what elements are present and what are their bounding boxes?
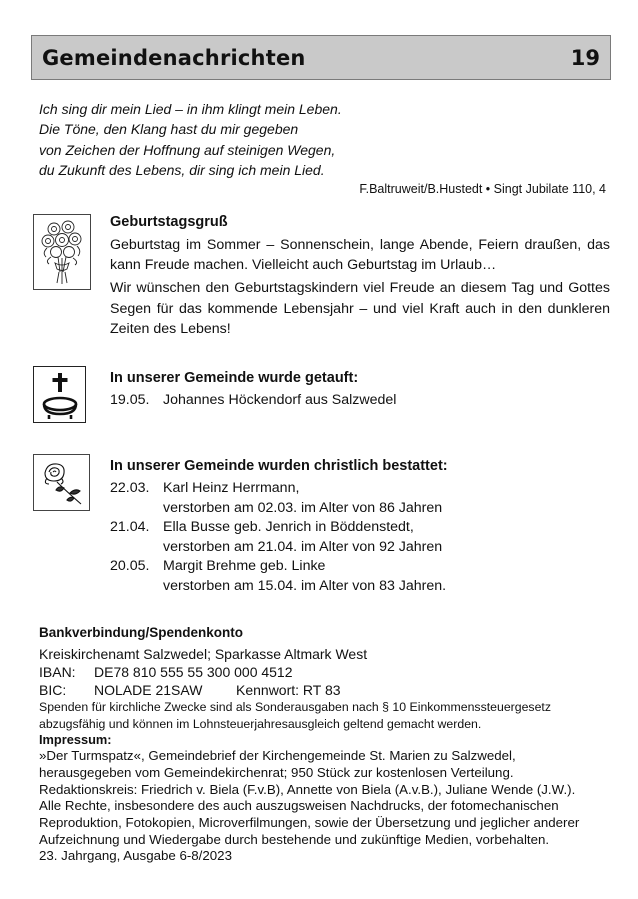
- poem: [39, 99, 609, 180]
- birthday-paragraph: Wir wünschen den Geburtstagskindern viel Freude an diesem Tag und Gottes Segen für das kommende Lebensjahr – und viel Kraft auch in den dunkleren Zeiten des Lebens!: [110, 280, 610, 337]
- keyword: Kennwort: RT 83: [236, 682, 341, 698]
- impressum-title: Impressum:: [39, 732, 112, 748]
- impressum-line: Reproduktion, Fotokopien, Microverfilmungen, sowie der Übersetzung und jeglicher anderer: [39, 815, 580, 830]
- burial-title: In unserer Gemeinde wurden christlich bestattet:: [110, 458, 448, 474]
- entry-line: verstorben am 02.03. im Alter von 86 Jahren: [163, 499, 443, 516]
- impressum-line: Redaktionskreis: Friedrich v. Biela (F.v.B), Annette von Biela (A.v.B.), Juliane Wende (J.W.).: [39, 781, 576, 797]
- entry-date: 20.05.: [110, 558, 150, 574]
- impressum-line: 23. Jahrgang, Ausgabe 6-8/2023: [39, 848, 232, 864]
- list-item: [110, 557, 610, 596]
- impressum-line: »Der Turmspatz«, Gemeindebrief der Kirchengemeinde St. Marien zu Salzwedel,: [39, 748, 516, 764]
- rose-icon: [33, 454, 90, 511]
- page-number: 19: [570, 45, 600, 70]
- bank-section: [39, 623, 614, 865]
- baptismal-font-cross-icon: [33, 366, 86, 423]
- entry-line: verstorben am 21.04. im Alter von 92 Jahren: [163, 538, 443, 555]
- impressum-line: Alle Rechte, insbesondere des auch auszugsweisen Nachdrucks, der fotomechanischen: [39, 798, 559, 814]
- entry-text: [163, 479, 610, 518]
- burial-section: [110, 456, 610, 596]
- list-item: [110, 479, 610, 518]
- entry-line: Ella Busse geb. Jenrich in Böddenstedt,: [163, 519, 414, 535]
- bank-institution: Kreiskirchenamt Salzwedel; Sparkasse Altmark West: [39, 646, 368, 662]
- impressum-line: herausgegeben vom Gemeindekirchenrat; 950 Stück zur kostenlosen Verteilung.: [39, 764, 514, 780]
- page-header: [31, 35, 611, 80]
- iban-value: DE78 810 555 55 300 000 4512: [94, 664, 293, 680]
- entry-text: [163, 518, 610, 557]
- entry-line: verstorben am 15.04. im Alter von 83 Jahren.: [163, 577, 447, 594]
- entry-text: Johannes Höckendorf aus Salzwedel: [163, 392, 397, 408]
- baptism-section: [110, 368, 610, 411]
- birthday-paragraph: Geburtstag im Sommer – Sonnenschein, lange Abende, Feiern draußen, das kann Freude machen. Vielleicht auch Geburtstag im Urlaub…: [110, 237, 610, 274]
- entry-line: Karl Heinz Herrmann,: [163, 480, 300, 496]
- birthday-title: Geburtstagsgruß: [110, 214, 228, 230]
- list-item: [110, 518, 610, 557]
- bic-row: [39, 681, 614, 699]
- bic-value: NOLADE 21SAW: [94, 682, 203, 698]
- entry-date: 19.05.: [110, 392, 150, 408]
- birthday-section: [110, 212, 610, 339]
- entry-text: [163, 557, 610, 596]
- iban-label: IBAN:: [39, 664, 76, 680]
- donation-note: Spenden für kirchliche Zwecke sind als Sonderausgaben nach § 10 Einkommenssteuergesetz abzugsfähig und können im Lohnsteuerjahresausgleich geltend gemacht werden.: [39, 700, 551, 731]
- baptism-title: In unserer Gemeinde wurde getauft:: [110, 370, 359, 386]
- page-title: Gemeindenachrichten: [42, 45, 306, 70]
- poem-line: von Zeichen der Hoffnung auf steinigen Wegen,: [39, 141, 336, 158]
- impressum-line: Aufzeichnung und Wiedergabe durch bestehende und zukünftige Medien, vorbehalten.: [39, 831, 550, 847]
- flower-bouquet-icon: [33, 214, 91, 290]
- bic-label: BIC:: [39, 682, 67, 698]
- bank-title: Bankverbindung/Spendenkonto: [39, 625, 244, 640]
- poem-line: Die Töne, den Klang hast du mir gegeben: [39, 121, 299, 138]
- list-item: [110, 391, 610, 411]
- entry-line: Margit Brehme geb. Linke: [163, 558, 326, 574]
- poem-line: Ich sing dir mein Lied – in ihm klingt mein Leben.: [39, 101, 342, 117]
- poem-line: du Zukunft des Lebens, dir sing ich mein Lied.: [39, 161, 325, 178]
- iban-row: [39, 663, 614, 681]
- poem-source: F.Baltruweit/B.Hustedt • Singt Jubilate 110, 4: [359, 182, 606, 196]
- entry-date: 22.03.: [110, 480, 150, 496]
- entry-date: 21.04.: [110, 519, 150, 535]
